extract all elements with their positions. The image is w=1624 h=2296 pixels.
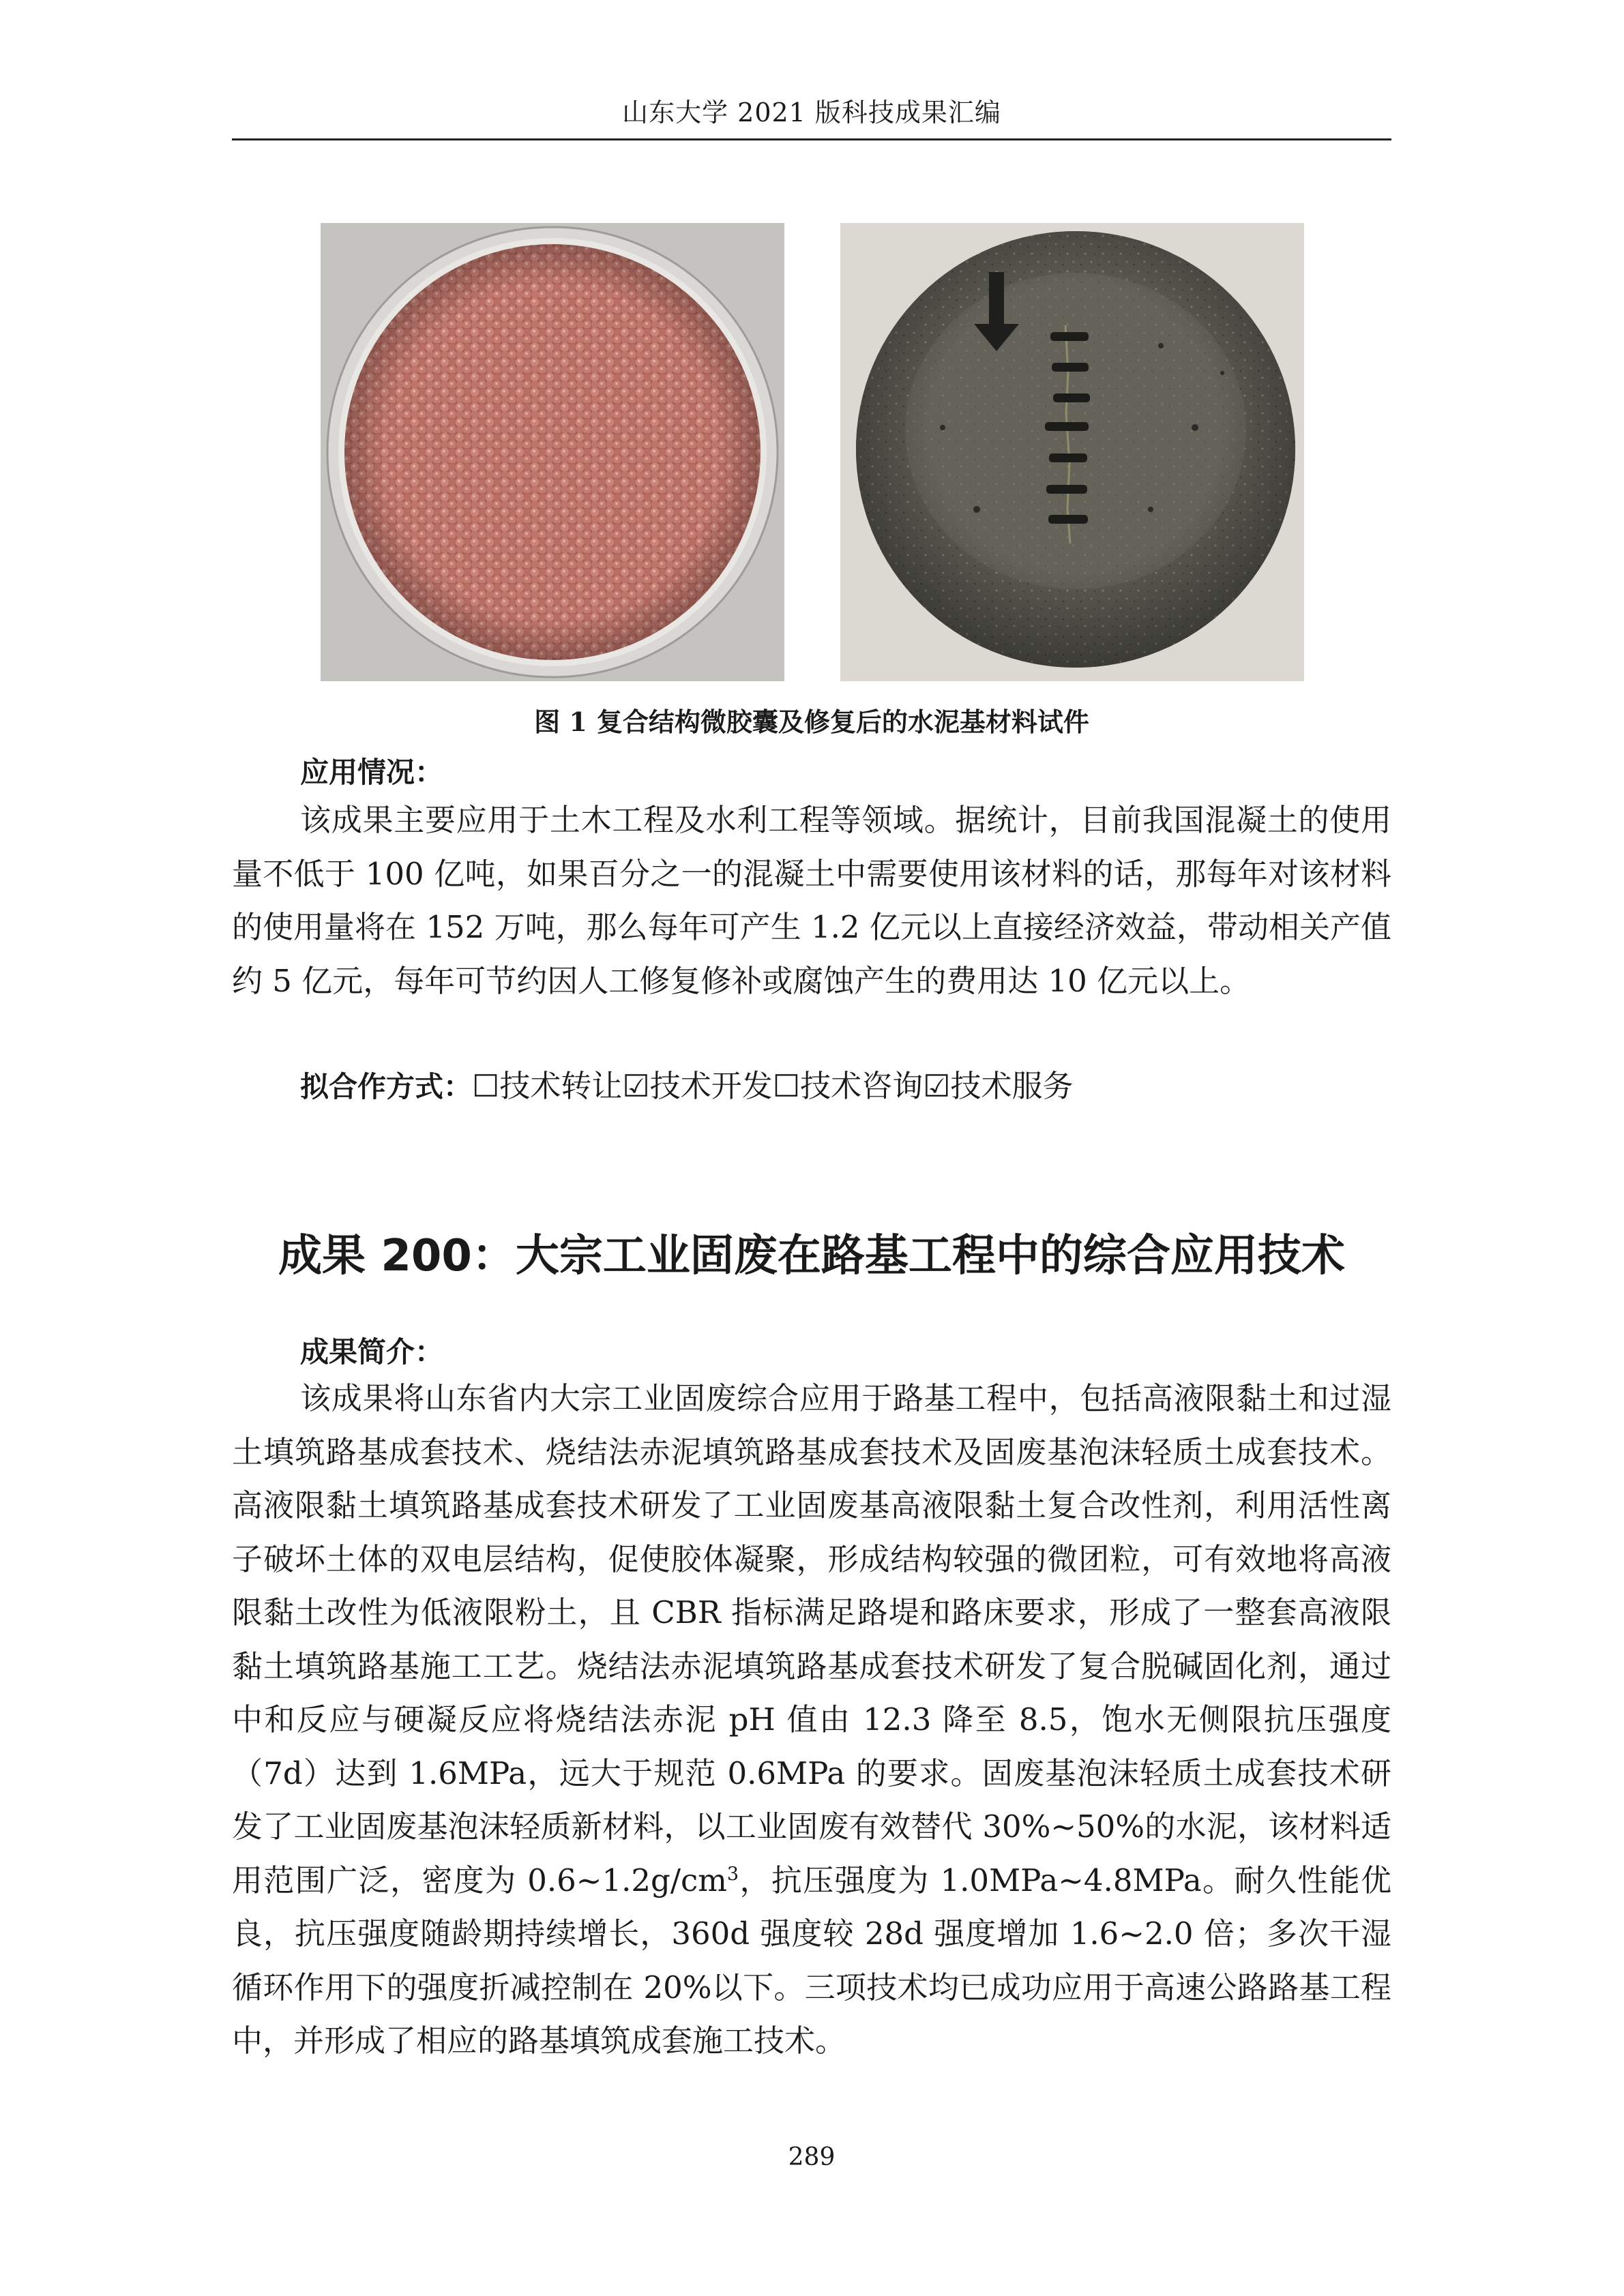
repaired-cement-specimen-photo [840, 223, 1304, 681]
checkbox-unchecked-icon: ☐ [772, 1068, 801, 1104]
microcapsule-petri-dish-photo [321, 223, 784, 681]
summary-text-part2: ，抗压强度为 1.0MPa~4.8MPa。耐久性能优良，抗压强度随龄期持续增长，360d 强度较 28d 强度增加 1.6~2.0 倍；多次干湿循环作用下的强度折减控制在 20%以下。三项技术均已成功应用于高速公路路基工程中，并形成了相应的路基填筑成套施工技术。 [232, 1862, 1392, 2059]
cooperation-option-label: 技术转让 [499, 1068, 623, 1104]
page-number: 289 [788, 2143, 836, 2171]
application-label: 应用情况： [300, 756, 444, 789]
achievement-title: 成果 200：大宗工业固废在路基工程中的综合应用技术 [278, 1231, 1345, 1281]
application-paragraph: 该成果主要应用于土木工程及水利工程等领域。据统计，目前我国混凝土的使用量不低于 100 亿吨，如果百分之一的混凝土中需要使用该材料的话，那每年对该材料的使用量将在 152 万吨，那么每年可产生 1.2 亿元以上直接经济效益，带动相关产值约 5 亿元，每年可节约因人工修复修补或腐蚀产生的费用达 10 亿元以上。 [232, 802, 1391, 999]
checkbox-checked-icon: ☑ [923, 1068, 951, 1104]
cooperation-options [472, 1068, 1073, 1104]
checkbox-unchecked-icon: ☐ [472, 1068, 500, 1104]
summary-text-part1: 该成果将山东省内大宗工业固废综合应用于路基工程中，包括高液限黏土和过湿土填筑路基成套技术、烧结法赤泥填筑路基成套技术及固废基泡沫轻质土成套技术。高液限黏土填筑路基成套技术研发了工业固废基高液限黏土复合改性剂，利用活性离子破坏土体的双电层结构，促使胶体凝聚，形成结构较强的微团粒，可有效地将高液限黏土改性为低液限粉土，且 CBR 指标满足路堤和路床要求，形成了一整套高液限黏土填筑路基施工工艺。烧结法赤泥填筑路基成套技术研发了复合脱碱固化剂，通过中和反应与硬凝反应将烧结法赤泥 pH 值由 12.3 降至 8.5，饱水无侧限抗压强度（7d）达到 1.6MPa，远大于规范 0.6MPa 的要求。固废基泡沫轻质土成套技术研发了工业固废基泡沫轻质新材料，以工业固废有效替代 30%~50%的水泥，该材料适用范围广泛，密度为 0.6~1.2g/cm [232, 1380, 1391, 1898]
figure-caption [232, 701, 1391, 739]
summary-label: 成果简介： [300, 1335, 444, 1369]
header-rule [232, 138, 1391, 140]
cooperation-line [300, 1061, 1073, 1105]
running-header: 山东大学 2021 版科技成果汇编 [622, 98, 1001, 128]
density-unit-superscript: 3 [726, 1863, 739, 1885]
checkbox-checked-icon: ☑ [622, 1068, 650, 1104]
cooperation-option-label: 技术咨询 [800, 1068, 924, 1104]
summary-paragraph [232, 1372, 1391, 2068]
figure-caption-text: 复合结构微胶囊及修复后的水泥基材料试件 [596, 707, 1089, 737]
cooperation-option-label: 技术服务 [950, 1068, 1074, 1104]
cooperation-option-label: 技术开发 [649, 1068, 773, 1104]
cooperation-label: 拟合作方式： [300, 1070, 473, 1103]
figure-number: 图 1 [534, 706, 587, 737]
